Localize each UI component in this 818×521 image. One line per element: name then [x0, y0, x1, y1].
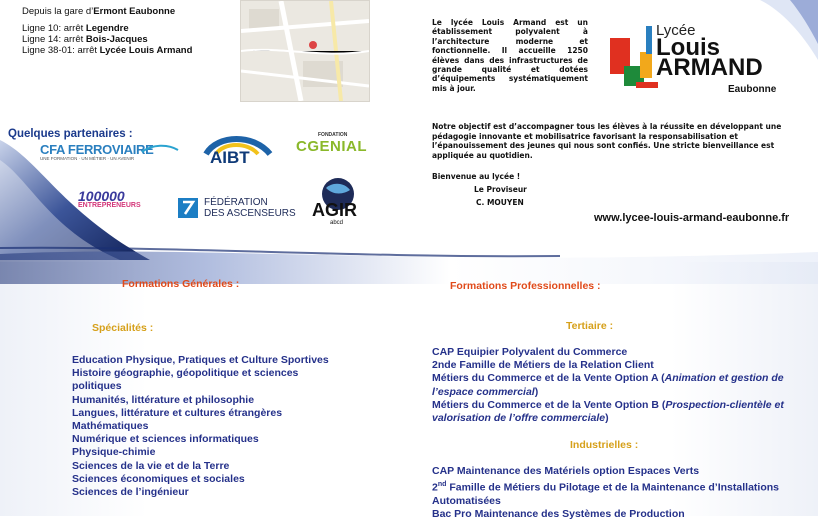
list-item: Humanités, littérature et philosophie [72, 393, 255, 406]
tertiaire-list [432, 346, 808, 425]
principal-name: C. MOUYEN [476, 198, 524, 207]
agir-logo: AGIR abcd [308, 176, 368, 232]
list-item: 2nde Famille de Métiers de la Relation Client [432, 359, 654, 372]
federation-square-icon [178, 198, 198, 218]
list-item: Histoire géographie, géopolitique et sciences politiques [72, 367, 299, 393]
website-link[interactable]: www.lycee-louis-armand-eaubonne.fr [594, 212, 790, 224]
100000-entrepreneurs-logo: 100000 ENTREPRENEURS [78, 188, 141, 209]
list-item: Métiers du Commerce et de la Vente Option B (Prospection-clientèle et valorisation de l’offre commerciale) [432, 398, 784, 425]
list-item: Education Physique, Pratiques et Culture Sportives [72, 354, 329, 366]
general-formations-title: Formations Générales : [122, 278, 240, 290]
bus-line-intro: Depuis la gare d’Ermont Eaubonne [22, 6, 176, 17]
cfa-ferroviaire-logo: CFA FERROVIAIRE UNE FORMATION · UN MÉTIER · UN AVENIR [40, 142, 180, 168]
list-item: Langues, littérature et cultures étrangères [72, 406, 283, 419]
principal-role: Le Proviseur [474, 185, 527, 194]
lycee-louis-armand-logo: Lycée Louis ARMAND Eaubonne [610, 22, 800, 98]
bus-line-38: Ligne 38-01: arrêt Lycée Louis Armand [22, 45, 193, 56]
bus-line-10: Ligne 10: arrêt Legendre [22, 23, 129, 34]
welcome-text: Bienvenue au lycée ! [432, 172, 521, 181]
list-item: Mathématiques [72, 420, 149, 433]
professional-formations-title: Formations Professionnelles : [450, 280, 601, 292]
tertiaire-title: Tertiaire : [566, 320, 614, 332]
list-item: 2nd Famille de Métiers du Pilotage et de la Maintenance d’Installations Automatisées [432, 481, 779, 507]
fondation-cgenial-logo: FONDATION CGENIAL [296, 132, 367, 155]
list-item: Numérique et sciences informatiques [72, 433, 259, 446]
industrielles-list [432, 465, 808, 521]
list-item: CAP Equipier Polyvalent du Commerce [432, 346, 628, 358]
federation-ascenseurs-logo: FÉDÉRATION DES ASCENSEURS [178, 196, 298, 224]
specialites-list [72, 354, 342, 499]
about-paragraph: Le lycée Louis Armand est un établissement polyvalent à l’architecture moderne et fonctionnelle. Il accueille 1250 élèves dans des infrastructures de grande qualité et dotées d’équipements systématiquement mis à jour. [432, 18, 588, 93]
list-item: Bac Pro Maintenance des Systèmes de Production [432, 508, 685, 521]
list-item: Sciences de l’ingénieur [72, 486, 189, 499]
list-item: Physique-chimie [72, 446, 156, 459]
bus-line-14: Ligne 14: arrêt Bois-Jacques [22, 34, 148, 45]
list-item: Métiers du Commerce et de la Vente Option A (Animation et gestion de l’espace commercial) [432, 372, 784, 398]
specialites-title: Spécialités : [92, 322, 154, 334]
partners-title: Quelques partenaires : [8, 128, 133, 140]
industrielles-title: Industrielles : [570, 439, 639, 451]
aibt-logo: AIBT [202, 132, 278, 178]
location-map [240, 0, 370, 102]
list-item: Sciences économiques et sociales [72, 472, 245, 485]
list-item: CAP Maintenance des Matériels option Espaces Verts [432, 465, 700, 477]
objective-paragraph: Notre objectif est d’accompagner tous les élèves à la réussite en développant une pédagogie innovante et mobilisatrice favorisant la responsabilisation et l’épanouissement des jeunes qui nous sont confiés. Une stricte bienveillance est appliquée au quotidien. [432, 122, 782, 160]
list-item: Sciences de la vie et de la Terre [72, 459, 230, 472]
